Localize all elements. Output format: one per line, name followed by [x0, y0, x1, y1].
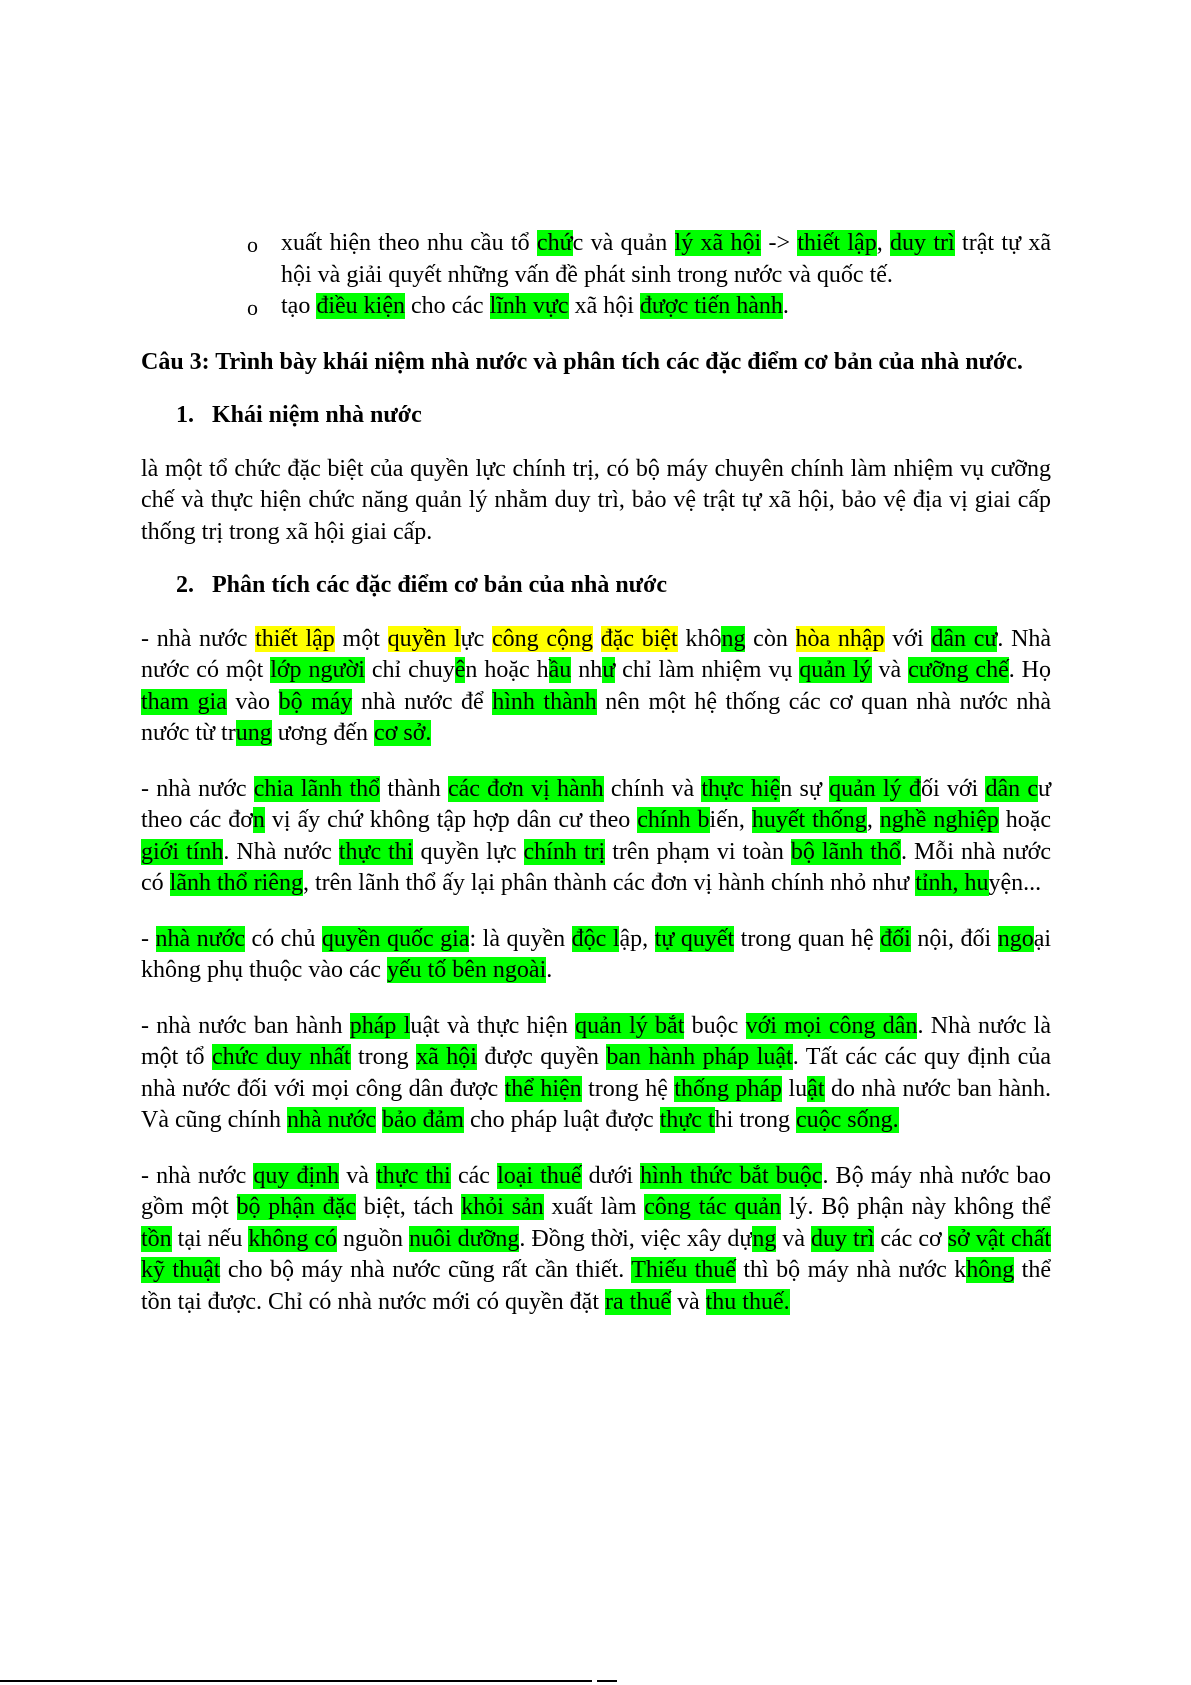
highlighted-text-green: công tác quản	[644, 1194, 782, 1220]
highlighted-text-green: thực thi	[376, 1162, 451, 1189]
highlighted-text-green: bộ máy	[278, 688, 353, 715]
text-run: thì bộ máy nhà nước k	[735, 1257, 967, 1283]
text-run: ,	[876, 230, 891, 256]
bullet-item	[141, 291, 1051, 323]
highlighted-text-yellow: thiết lập	[255, 625, 335, 652]
highlighted-text-green: được tiến hành	[639, 293, 783, 319]
highlighted-text-green: ung	[235, 720, 272, 746]
highlighted-text-green: thể hiện	[504, 1075, 582, 1102]
highlighted-text-green: ầu	[548, 657, 572, 683]
highlighted-text-green: thực thi	[338, 838, 414, 865]
bullet-item	[141, 228, 1051, 291]
text-run: và	[776, 1225, 812, 1252]
highlighted-text-green: ê	[454, 657, 466, 683]
text-run: dưới	[581, 1162, 641, 1189]
highlighted-text-yellow: đặc biệt	[600, 625, 678, 652]
highlighted-text-green: lãnh thổ riêng	[169, 870, 303, 896]
text-run: -	[141, 925, 156, 952]
highlighted-text-green: dân cư	[931, 625, 998, 652]
highlighted-text-green: độc l	[571, 925, 620, 952]
text-run: ->	[761, 230, 798, 256]
highlighted-text-green: thiết lập	[797, 230, 877, 256]
text-run: buộc	[684, 1012, 746, 1039]
bullet-marker: o	[247, 295, 258, 320]
section-number: 2.	[176, 572, 194, 598]
characteristic-paragraph	[141, 1161, 1051, 1319]
text-run: . Nhà nước là một tổ	[141, 1012, 1051, 1070]
text-run: trên phạm vi toàn	[605, 838, 791, 865]
text-run: hoặc	[998, 807, 1052, 833]
highlighted-text-green: thu thuế.	[705, 1288, 790, 1315]
highlighted-text-green: ư	[602, 657, 616, 683]
text-run: - nhà nước	[141, 625, 256, 652]
highlighted-text-green: điều kiện	[316, 293, 405, 319]
text-run: còn	[745, 625, 796, 652]
text-run: cho bộ máy nhà nước cũng rất cần thiết.	[220, 1257, 632, 1283]
highlighted-text-green: bộ lãnh thổ	[790, 838, 901, 865]
bullet-text	[281, 230, 1051, 288]
text-run: : là quyền	[469, 925, 572, 952]
highlighted-text-green: ngo	[997, 925, 1034, 952]
highlighted-text-green: duy trì	[811, 1225, 875, 1252]
text-run: .	[782, 293, 789, 319]
highlighted-text-green: đối	[880, 925, 911, 952]
highlighted-text-green: chia lãnh thổ	[253, 775, 381, 802]
highlighted-text-green: ban hành pháp luật	[606, 1044, 793, 1070]
section-heading-2	[141, 570, 1051, 602]
text-run: iến,	[709, 807, 752, 833]
text-run: . Bộ máy nhà nước bao gồm một	[141, 1162, 1052, 1220]
highlighted-text-green: chính trị	[523, 838, 606, 865]
highlighted-text-green: chức duy nhất	[211, 1044, 351, 1070]
highlighted-text-green: tồn	[141, 1225, 172, 1252]
text-run: chính và	[603, 775, 702, 802]
text-run: tại nếu	[171, 1225, 249, 1252]
text-run: lý. Bộ phận này không thể	[781, 1194, 1051, 1220]
page-bottom-rule	[0, 1680, 592, 1682]
section-title: Phân tích các đặc điểm cơ bản của nhà nước	[212, 572, 668, 598]
highlighted-text-green: hình thức bắt buộc	[640, 1162, 823, 1189]
text-run: xã hội	[568, 293, 640, 319]
characteristic-paragraph	[141, 774, 1051, 900]
highlighted-text-green: sở vật chất kỹ thuật	[141, 1225, 1052, 1283]
page-bottom-rule-segment	[597, 1680, 617, 1682]
highlighted-text-green: dân c	[985, 775, 1038, 802]
text-run: nội, đối	[910, 925, 998, 952]
highlighted-text-green: pháp l	[349, 1012, 411, 1039]
bullet-list	[141, 228, 1051, 323]
section-number: 1.	[176, 402, 194, 428]
section-title: Khái niệm nhà nước	[212, 402, 422, 428]
highlighted-text-green: cơ sở.	[374, 720, 432, 746]
text-run: nên một hệ thống các cơ quan nhà nước nhà nước từ tr	[141, 688, 1051, 746]
highlighted-text-green: tự quyết	[654, 925, 735, 952]
text-run: nhà nước để	[352, 688, 493, 715]
highlighted-text-green: quyền quốc gia	[321, 925, 470, 952]
highlighted-text-green: thực hiệ	[701, 775, 781, 802]
highlighted-text-green: loại thuế	[497, 1162, 582, 1189]
text-run: cho các	[404, 293, 490, 319]
highlighted-text-green: các đơn vị hành	[447, 775, 604, 802]
text-run: do nhà nước ban hành. Và cũng chính	[141, 1075, 1052, 1133]
text-run: hi trong	[714, 1107, 796, 1133]
text-run: ập,	[619, 925, 655, 952]
highlighted-text-green: cưỡng chế	[908, 657, 1009, 683]
text-run: các cơ	[874, 1225, 948, 1252]
highlighted-text-green: chính b	[637, 807, 710, 833]
highlighted-text-green: duy trì	[890, 230, 955, 256]
highlighted-text-green: nhà nước	[155, 925, 246, 952]
characteristic-paragraph	[141, 624, 1051, 750]
highlighted-text-green: nuôi dưỡng	[409, 1225, 520, 1252]
text-run: một	[334, 625, 388, 652]
text-run: c và quản	[572, 230, 675, 256]
text-run: và	[339, 1162, 377, 1189]
highlighted-text-green: khỏi sản	[461, 1194, 544, 1220]
highlighted-text-green: xã hội	[416, 1044, 477, 1070]
highlighted-text-green: không có	[248, 1225, 337, 1252]
text-run: uật và thực hiện	[410, 1012, 576, 1039]
text-run: chỉ chuy	[364, 657, 455, 683]
text-run: xuất làm	[543, 1194, 645, 1220]
text-run: .	[546, 957, 553, 983]
text-run: thể tồn tại được. Chỉ có nhà nước mới có quyền đặt	[141, 1257, 1051, 1315]
text-run: trong quan hệ	[734, 925, 881, 952]
highlighted-text-green: quản lý đ	[829, 775, 921, 802]
text-run: khô	[677, 625, 722, 652]
highlighted-text-yellow: công cộng	[491, 625, 593, 652]
text-run: chỉ làm nhiệm vụ	[615, 657, 800, 683]
highlighted-text-green: hình thành	[492, 688, 597, 715]
text-run: trật tự xã hội và giải quyết những vấn đề phát sinh trong nước và quốc tế.	[281, 230, 1052, 288]
highlighted-text-green: lý xã hội	[674, 230, 762, 256]
text-run: các	[450, 1162, 498, 1189]
highlighted-text-green: bảo đảm	[381, 1107, 464, 1133]
highlighted-text-green: quy định	[253, 1162, 340, 1189]
highlighted-text-green: bộ phận đặc	[236, 1194, 357, 1220]
characteristics-list	[141, 624, 1051, 1319]
text-run: . Nhà nước có một	[141, 625, 1052, 683]
text-run: , trên lãnh thổ ấy lại phân thành các đơn vị hành chính nhỏ như	[302, 870, 916, 896]
highlighted-text-green: nghề nghiệp	[879, 807, 999, 833]
text-run: trong	[350, 1044, 417, 1070]
page-content	[141, 228, 1051, 1318]
characteristic-paragraph	[141, 1011, 1051, 1137]
highlighted-text-green: nhà nước	[286, 1107, 376, 1133]
text-run: được quyền	[476, 1044, 607, 1070]
text-run: quyền lực	[413, 838, 524, 865]
highlighted-text-green: huyết thống	[751, 807, 867, 833]
highlighted-text-green: n	[252, 807, 265, 833]
text-run: ương đến	[271, 720, 375, 746]
text-run: vị ấy chứ không tập hợp dân cư theo	[264, 807, 638, 833]
bullet-text	[281, 293, 789, 319]
text-run: và	[871, 657, 909, 683]
text-run: . Mỗi nhà nước có	[141, 838, 1052, 896]
highlighted-text-green: chứ	[536, 230, 573, 256]
text-run: ại không phụ thuộc vào các	[141, 925, 1052, 983]
text-run: nh	[571, 657, 603, 683]
highlighted-text-green: Thiếu thuế	[631, 1257, 736, 1283]
text-run: ối với	[920, 775, 986, 802]
text-run: tạo	[281, 293, 317, 319]
highlighted-text-green: ật	[807, 1075, 825, 1102]
highlighted-text-green: cuộc sống.	[795, 1107, 899, 1133]
text-run: ,	[866, 807, 880, 833]
text-run: vào	[226, 688, 279, 715]
bullet-marker: o	[247, 232, 258, 257]
text-run: . Nhà nước	[223, 838, 339, 865]
highlighted-text-green: hông	[966, 1257, 1015, 1283]
highlighted-text-green: lớp người	[270, 657, 365, 683]
section-heading-1	[141, 400, 1051, 432]
highlighted-text-green: tỉnh, hu	[915, 870, 989, 896]
text-run: có chủ	[245, 925, 322, 952]
highlighted-text-yellow: hòa nhập	[795, 625, 885, 652]
text-run: với	[884, 625, 932, 652]
highlighted-text-yellow: quyền l	[387, 625, 461, 652]
text-run: - nhà nước	[141, 775, 254, 802]
highlighted-text-green: lĩnh vực	[489, 293, 569, 319]
text-run: - nhà nước	[141, 1162, 254, 1189]
text-run: nguồn	[336, 1225, 409, 1252]
text-run: - nhà nước ban hành	[141, 1012, 350, 1039]
highlighted-text-green: quản lý bắt	[575, 1012, 685, 1039]
highlighted-text-green: quản lý	[799, 657, 872, 683]
highlighted-text-green: thống pháp	[674, 1075, 783, 1102]
text-run: lu	[782, 1075, 808, 1102]
text-run: thành	[380, 775, 448, 802]
text-run: ực	[460, 625, 492, 652]
text-run: cho pháp luật được	[463, 1107, 660, 1133]
text-run: n sự	[780, 775, 830, 802]
text-run: biệt, tách	[356, 1194, 462, 1220]
definition-paragraph: là một tổ chức đặc biệt của quyền lực chính trị, có bộ máy chuyên chính làm nhiệm vụ cưỡng chế và thực hiện chức năng quản lý nhằm duy trì, bảo vệ trật tự xã hội, bảo vệ địa vị giai cấp thống trị trong xã hội giai cấp.	[141, 455, 1051, 545]
highlighted-text-green: với mọi công dân	[745, 1012, 918, 1039]
highlighted-text-green: ng	[721, 625, 746, 652]
text-run: n hoặc h	[465, 657, 549, 683]
text-run: và	[670, 1288, 706, 1315]
highlighted-text-green: ra thuế	[605, 1288, 671, 1315]
text-run: . Tất các các quy định của nhà nước đối với mọi công dân được	[141, 1044, 1051, 1102]
highlighted-text-green: tham gia	[141, 688, 227, 715]
characteristic-paragraph	[141, 924, 1051, 987]
text-run: yện...	[988, 870, 1042, 896]
text-run: . Họ	[1008, 657, 1052, 683]
text-run	[593, 626, 601, 652]
highlighted-text-green: giới tính	[141, 838, 224, 865]
question-heading: Câu 3: Trình bày khái niệm nhà nước và phân tích các đặc điểm cơ bản của nhà nước.	[141, 348, 1023, 375]
text-run: . Đồng thời, việc xây dự	[519, 1225, 753, 1252]
highlighted-text-green: ng	[752, 1225, 777, 1252]
text-run: ư theo các đơ	[141, 775, 1052, 833]
highlighted-text-green: yếu tố bên ngoài	[386, 957, 547, 983]
text-run: trong hệ	[581, 1075, 675, 1102]
highlighted-text-green: thực t	[659, 1107, 715, 1133]
text-run: xuất hiện theo nhu cầu tổ	[281, 230, 537, 256]
